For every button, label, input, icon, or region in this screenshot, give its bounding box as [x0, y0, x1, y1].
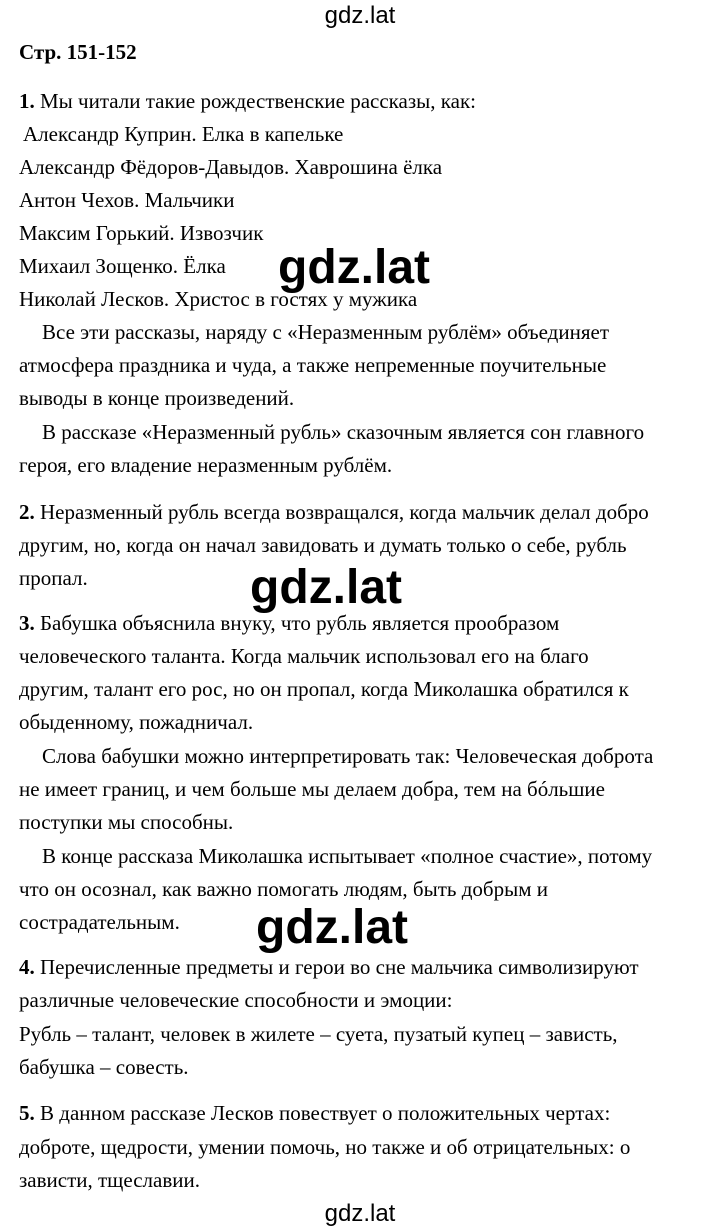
paragraph-line: человеческого таланта. Когда мальчик использовал его на благо: [19, 644, 589, 668]
answer-3-line: [19, 611, 559, 636]
story-list-item: Антон Чехов. Мальчики: [19, 188, 235, 212]
answer-number: 5.: [19, 1101, 35, 1125]
paragraph-line: поступки мы способны.: [19, 810, 234, 834]
watermark-overlay-2: gdz.lat: [250, 561, 402, 614]
paragraph-line: героя, его владение неразменным рублём.: [19, 453, 393, 477]
answer-text: Мы читали такие рождественские рассказы, как:: [40, 89, 477, 113]
watermark-top: gdz.lat: [324, 2, 396, 29]
story-list-item: Михаил Зощенко. Ёлка: [19, 254, 226, 278]
watermark-overlay-1: gdz.lat: [278, 241, 430, 294]
paragraph-line: В конце рассказа Миколашка испытывает «полное счастие», потому: [42, 844, 653, 868]
watermark-bottom: gdz.lat: [324, 1200, 396, 1227]
paragraph-line: зависти, тщеславии.: [19, 1168, 200, 1192]
paragraph-line: пропал.: [19, 566, 88, 590]
answer-number: 1.: [19, 89, 35, 113]
answer-number: 3.: [19, 611, 35, 635]
answer-2-line: [19, 500, 649, 525]
answer-1-intro: [19, 89, 476, 114]
paragraph-line: атмосфера праздника и чуда, а также непременные поучительные: [19, 353, 607, 377]
page-heading: Стр. 151-152: [19, 40, 137, 64]
story-list-item: Максим Горький. Извозчик: [19, 221, 264, 245]
paragraph-line: выводы в конце произведений.: [19, 386, 295, 410]
answer-text: В данном рассказе Лесков повествует о положительных чертах:: [40, 1101, 611, 1125]
paragraph-line: Слова бабушки можно интерпретировать так: Человеческая доброта: [42, 744, 654, 768]
story-list-item: Александр Куприн. Елка в капельке: [23, 122, 344, 146]
paragraph-line: В рассказе «Неразменный рубль» сказочным является сон главного: [42, 420, 645, 444]
paragraph-line: сострадательным.: [19, 910, 180, 934]
answer-number: 4.: [19, 955, 35, 979]
paragraph-line: доброте, щедрости, умении помочь, но также и об отрицательных: о: [19, 1135, 631, 1159]
story-list-item: Александр Фёдоров-Давыдов. Хаврошина ёлка: [19, 155, 443, 179]
answer-4-line: [19, 955, 639, 980]
paragraph-line: бабушка – совесть.: [19, 1055, 189, 1079]
answer-text: Перечисленные предметы и герои во сне мальчика символизируют: [40, 955, 639, 979]
paragraph-line: не имеет границ, и чем больше мы делаем добра, тем на бóльшие: [19, 777, 605, 801]
answer-text: Неразменный рубль всегда возвращался, когда мальчик делал добро: [40, 500, 649, 524]
paragraph-line: различные человеческие способности и эмоции:: [19, 988, 453, 1012]
paragraph-line: Рубль – талант, человек в жилете – суета, пузатый купец – зависть,: [19, 1022, 618, 1046]
answer-number: 2.: [19, 500, 35, 524]
paragraph-line: другим, талант его рос, но он пропал, когда Миколашка обратился к: [19, 677, 629, 701]
paragraph-line: Все эти рассказы, наряду с «Неразменным рублём» объединяет: [42, 320, 609, 344]
paragraph-line: обыденному, пожадничал.: [19, 710, 254, 734]
story-list-item: Николай Лесков. Христос в гостях у мужика: [19, 287, 418, 311]
paragraph-line: другим, но, когда он начал завидовать и думать только о себе, рубль: [19, 533, 627, 557]
watermark-overlay-3: gdz.lat: [256, 901, 408, 954]
answer-text: Бабушка объяснила внуку, что рубль является прообразом: [40, 611, 560, 635]
paragraph-line: что он осознал, как важно помогать людям, быть добрым и: [19, 877, 548, 901]
answer-5-line: [19, 1101, 610, 1126]
